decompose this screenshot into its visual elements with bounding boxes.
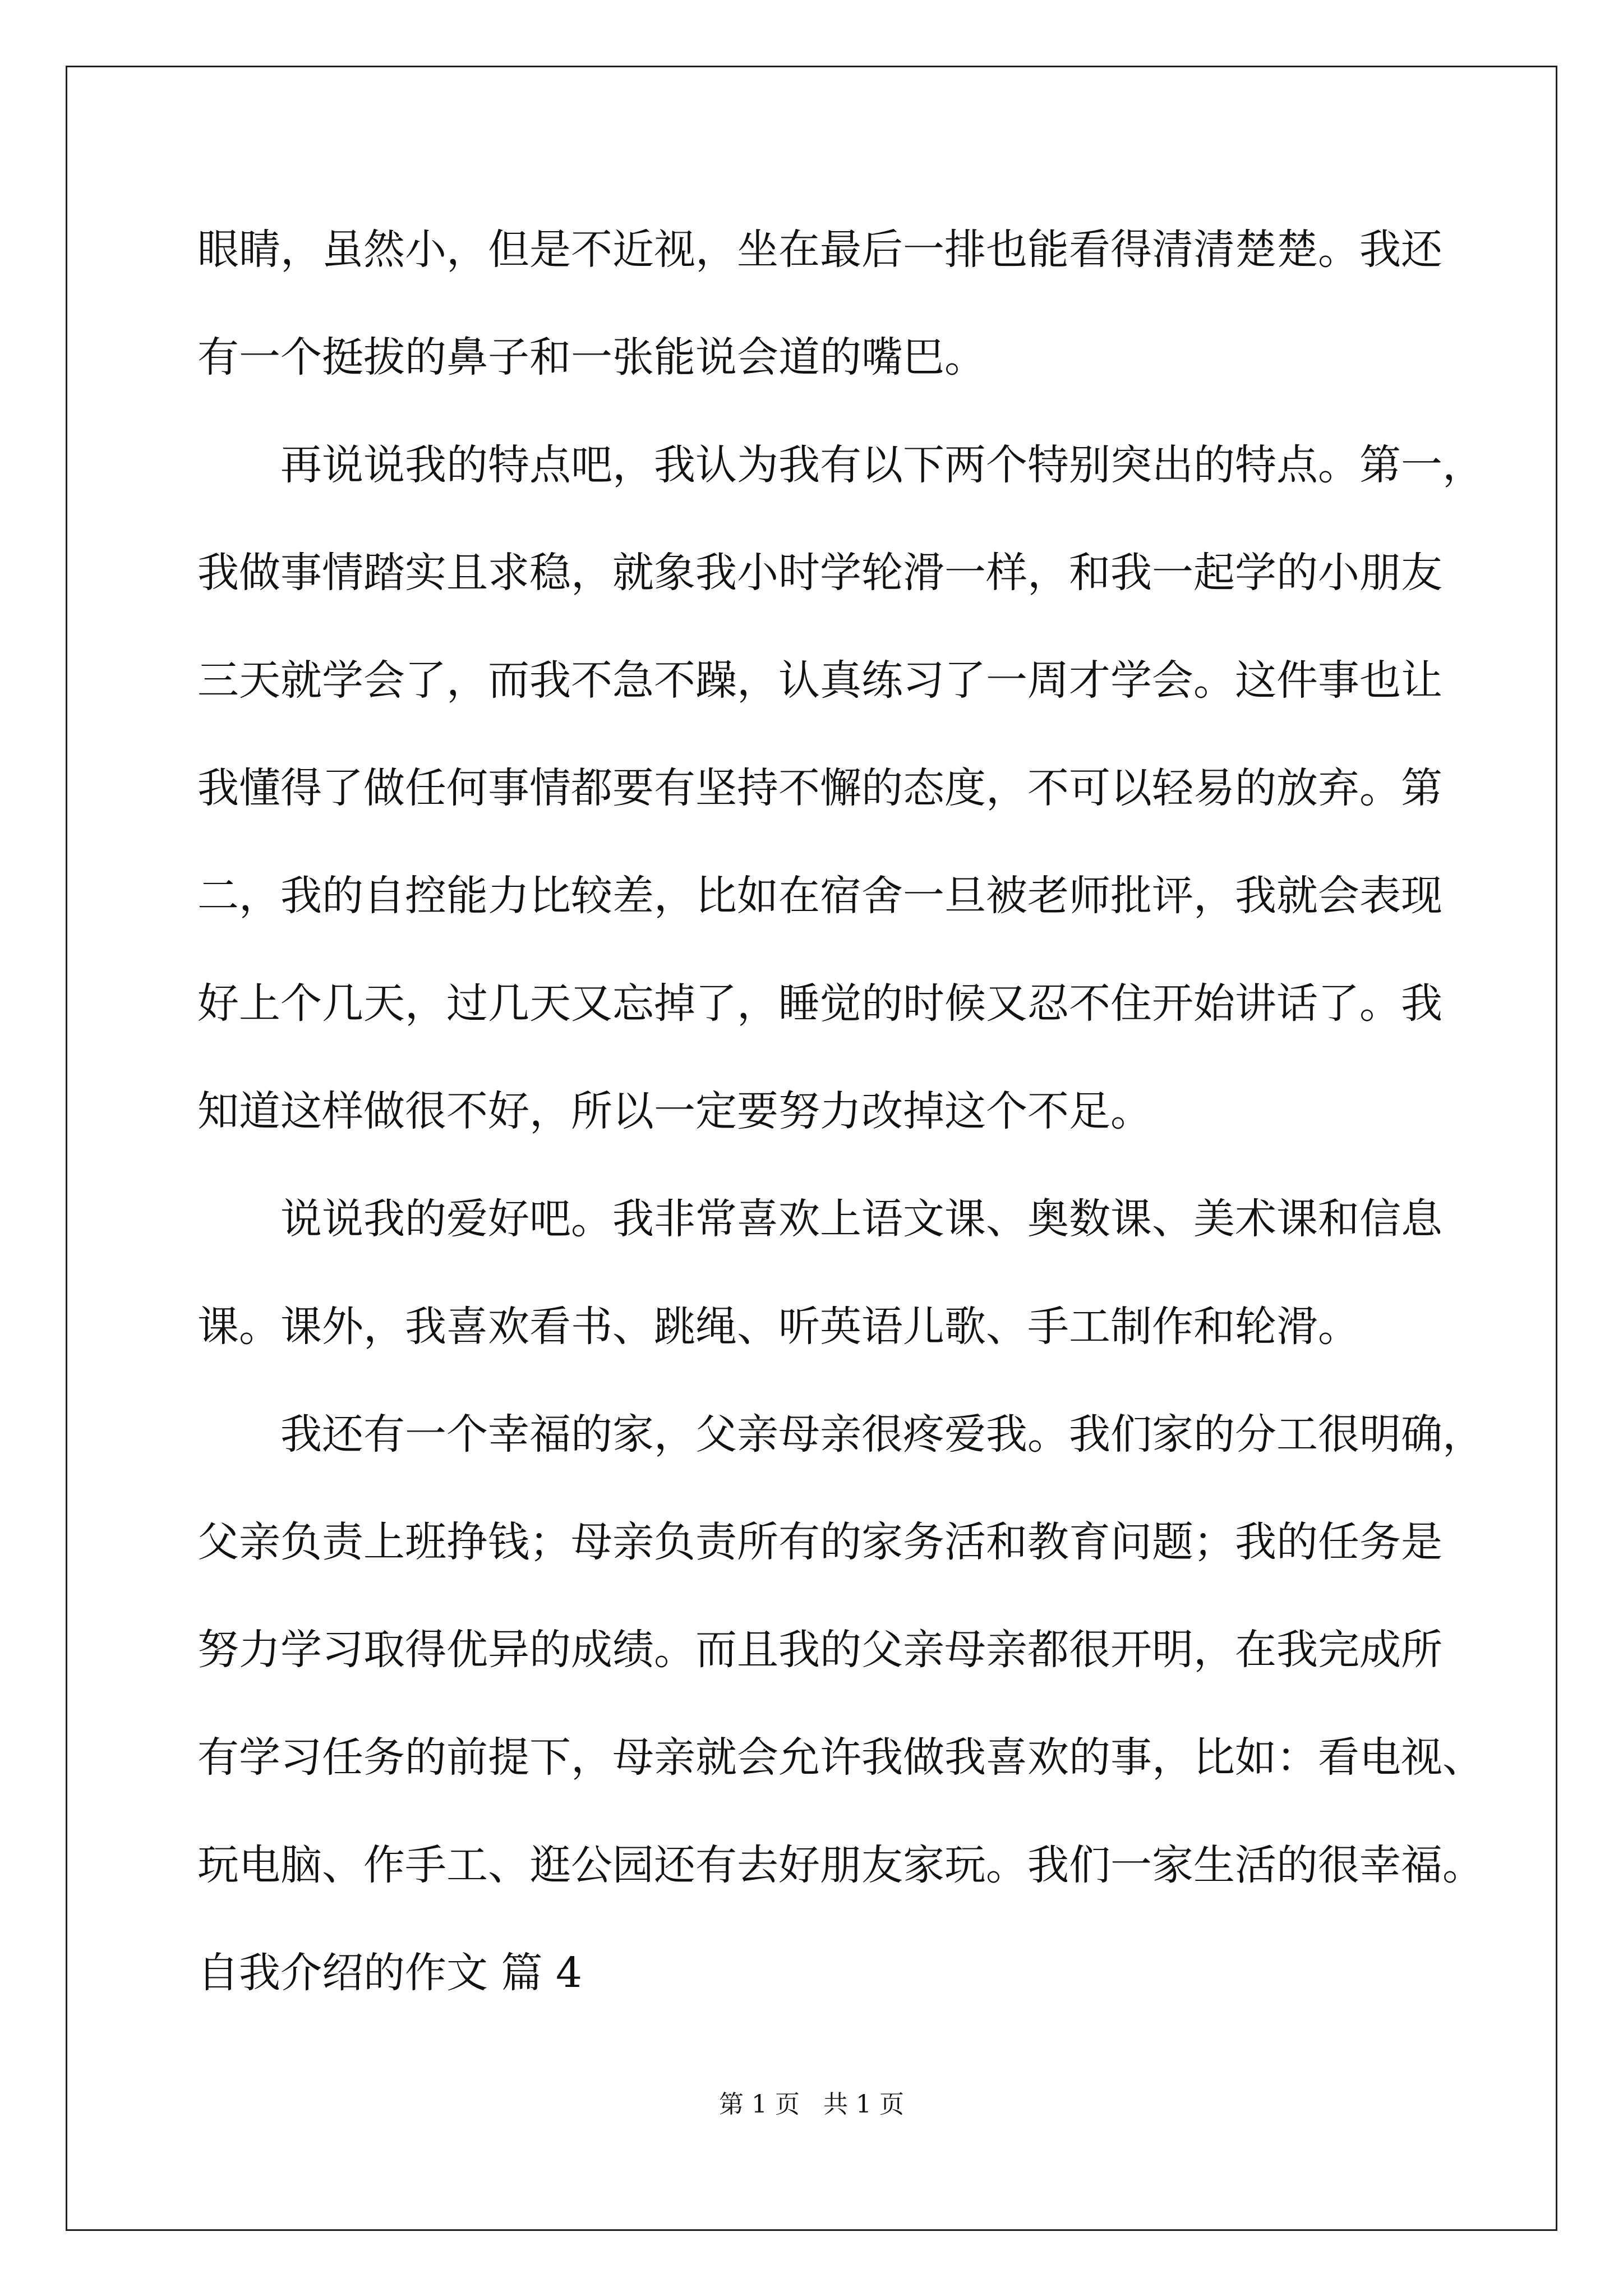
text-line: 有一个挺拔的鼻子和一张能说会道的嘴巴。 [197, 333, 986, 381]
text-line: 我做事情踏实且求稳，就象我小时学轮滑一样，和我一起学的小朋友 [197, 549, 1442, 597]
text-line: 努力学习取得优异的成绩。而且我的父亲母亲都很开明，在我完成所 [197, 1626, 1442, 1674]
text-line: 父亲负责上班挣钱；母亲负责所有的家务活和教育问题；我的任务是 [197, 1518, 1442, 1566]
page-number: 第 1 页 [719, 2090, 800, 2119]
text-line: 好上个几天，过几天又忘掉了，睡觉的时候又忍不住开始讲话了。我 [197, 979, 1442, 1028]
section-heading: 自我介绍的作文 篇 4 [197, 1949, 583, 1997]
text-line: 玩电脑、作手工、逛公园还有去好朋友家玩。我们一家生活的很幸福。 [197, 1841, 1484, 1889]
text-line: 三天就学会了，而我不急不躁，认真练习了一周才学会。这件事也让 [197, 656, 1442, 705]
text-line: 知道这样做很不好，所以一定要努力改掉这个不足。 [197, 1087, 1152, 1135]
page-footer [0, 2088, 1623, 2122]
document-body [197, 213, 1484, 2044]
text-line: 眼睛，虽然小，但是不近视，坐在最后一排也能看得清清楚楚。我还 [197, 226, 1442, 274]
text-line: 我懂得了做任何事情都要有坚持不懈的态度，不可以轻易的放弃。第 [197, 764, 1442, 812]
text-line: 课。课外，我喜欢看书、跳绳、听英语儿歌、手工制作和轮滑。 [197, 1303, 1359, 1351]
text-line: 二，我的自控能力比较差，比如在宿舍一旦被老师批评，我就会表现 [197, 872, 1442, 920]
page-total: 共 1 页 [823, 2090, 904, 2119]
text-line: 再说说我的特点吧，我认为我有以下两个特别突出的特点。第一， [280, 441, 1484, 489]
text-line: 有学习任务的前提下，母亲就会允许我做我喜欢的事，比如：看电视、 [197, 1733, 1484, 1782]
text-line: 我还有一个幸福的家，父亲母亲很疼爱我。我们家的分工很明确， [280, 1410, 1484, 1458]
text-line: 说说我的爱好吧。我非常喜欢上语文课、奥数课、美术课和信息 [280, 1195, 1442, 1243]
